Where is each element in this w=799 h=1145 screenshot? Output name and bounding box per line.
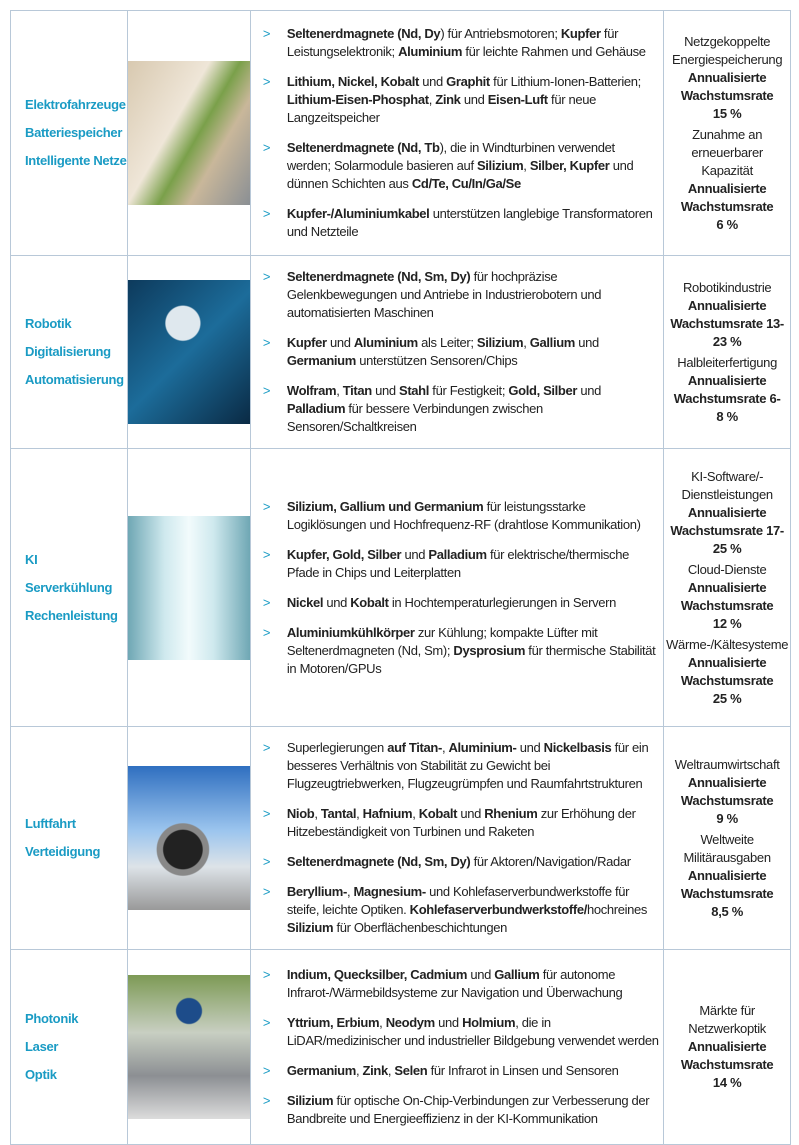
image-cell (127, 449, 250, 727)
bullet-text: , (346, 884, 354, 899)
sector-label: Photonik (25, 1011, 79, 1026)
sector-label: Verteidigung (25, 844, 101, 859)
market-value: 14 % (712, 1075, 742, 1090)
market-name: KI-Software/-Dienstleistungen (681, 468, 773, 502)
bullet-text: Palladium (286, 401, 346, 416)
bullet-text: für bessere Verbindungen zwischen Sensoren/Schaltkreisen (286, 401, 543, 434)
bullet-text: Aluminium (398, 44, 463, 59)
material-bullet (287, 805, 659, 841)
market-label: Annualisierte Wachstumsrate (680, 69, 774, 103)
market-name: Märkte für Netzwerkoptik (688, 1003, 767, 1036)
bullet-text: Stahl (399, 383, 430, 398)
market-label: Annualisierte Wachstumsrate (680, 1039, 774, 1072)
market-stat (664, 756, 790, 828)
bullet-text: Aluminiumkühlkörper (286, 624, 415, 640)
image-cell (127, 256, 250, 449)
market-stat (664, 468, 790, 558)
bullet-text: Gallium (494, 967, 540, 982)
sector-label: Serverkühlung (25, 579, 113, 595)
bullet-text: hochreines (586, 902, 648, 917)
material-bullet (287, 139, 659, 193)
material-bullet (287, 739, 659, 793)
materials-cell (250, 11, 663, 256)
bullet-text: Lithium-Eisen-Phosphat (286, 92, 429, 107)
bullet-text: Cd/Te, Cu/In/Ga/Se (411, 176, 521, 191)
sector-label: Intelligente Netze (25, 153, 127, 168)
market-stat (664, 279, 790, 351)
bullet-text: Selen (394, 1063, 428, 1078)
bullet-text: Zink (435, 92, 461, 107)
bullet-text: , (428, 92, 436, 107)
bullet-text: und (460, 92, 488, 107)
bullet-text: , (387, 1063, 395, 1078)
sector-label: Luftfahrt (25, 816, 76, 831)
bullet-text: Aluminium- (448, 740, 517, 755)
bullet-text: als Leiter; (417, 335, 477, 350)
bullet-text: für autonome Infrarot-/Wärmebildsysteme zur Navigation und Überwachung (286, 967, 623, 1000)
market-stat (664, 561, 790, 633)
material-bullet (287, 883, 659, 937)
bullet-text: Holmium (462, 1015, 516, 1030)
materials-cell (250, 727, 663, 950)
bullet-text: Kobalt (418, 806, 458, 821)
bullet-text: Silizium (476, 335, 524, 350)
bullet-text: unterstützen Sensoren/Chips (355, 353, 518, 368)
material-bullet (287, 594, 659, 612)
bullet-text: Indium, Quecksilber, Cadmium (286, 967, 468, 982)
bullet-text: für neue Langzeitspeicher (286, 92, 596, 125)
bullet-text: Silber, Kupfer (529, 158, 610, 173)
market-stat (664, 1002, 790, 1092)
material-bullet (287, 25, 659, 61)
market-name: Robotikindustrie (682, 279, 772, 295)
bullet-text: ) für Antriebsmotoren; (440, 26, 561, 41)
market-stat (664, 354, 790, 426)
market-name: Cloud-Dienste (687, 561, 767, 577)
bullet-text: und (401, 546, 429, 562)
market-label: Annualisierte Wachstumsrate 6- (673, 372, 781, 406)
bullet-text: Silizium, Gallium und Germanium (286, 498, 484, 514)
bullet-text: Tantal (320, 806, 357, 821)
bullet-text: Niob (286, 806, 315, 821)
market-name: Weltraumwirtschaft (674, 756, 780, 772)
market-stat (664, 831, 790, 921)
material-bullet (287, 1092, 659, 1128)
bullet-text: Seltenerdmagnete (Nd, Sm, Dy) (286, 269, 471, 284)
bullet-text: unterstützen langlebige Transformatoren und Netzteile (286, 206, 653, 239)
bullet-text: Kupfer, Gold, Silber (286, 546, 402, 562)
bullet-text: Kupfer (560, 26, 601, 41)
bullet-text: Kupfer (286, 335, 327, 350)
bullet-text: für Festigkeit; (429, 383, 509, 398)
bullet-text: für optische On-Chip-Verbindungen zur Verbesserung der Bandbreite und Energieeffizienz in der KI-Kommunikation (286, 1093, 650, 1126)
market-name: Zunahme an erneuerbarer Kapazität (691, 126, 763, 178)
sector-label: Laser (25, 1039, 59, 1054)
bullet-text: Neodym (385, 1015, 435, 1030)
bullet-text: Rhenium (484, 806, 538, 821)
bullet-text: Beryllium- (286, 884, 347, 899)
table-row (11, 256, 791, 449)
bullet-text: Seltenerdmagnete (Nd, Sm, Dy) (286, 854, 471, 869)
market-stat (664, 636, 790, 708)
bullet-text: Nickelbasis (543, 740, 612, 755)
material-bullet (287, 498, 659, 534)
bullet-text: und (457, 806, 485, 821)
market-value: 8 % (716, 408, 738, 424)
table-row (11, 449, 791, 727)
market-label: Annualisierte Wachstumsrate (680, 654, 774, 688)
sector-label: Elektrofahrzeuge (25, 97, 126, 112)
market-stat (664, 126, 790, 234)
market-cell (664, 449, 791, 727)
bullet-text: , die in LiDAR/medizinischer und industrieller Bildgebung verwendet werden (286, 1015, 659, 1048)
bullet-text: Magnesium- (353, 884, 426, 899)
bullet-text: und (434, 1015, 463, 1030)
bullet-text: für Infrarot in Linsen und Sensoren (427, 1063, 619, 1078)
bullet-text: Seltenerdmagnete (Nd, Dy (286, 26, 441, 41)
market-label: Annualisierte Wachstumsrate (680, 579, 774, 613)
bullet-text: Germanium (286, 1063, 356, 1078)
market-name: Netzgekoppelte Energiespeicherung (672, 33, 783, 67)
bullet-text: zur Kühlung; kompakte Lüfter mit Seltenerdmagneten (Nd, Sm); (286, 624, 598, 658)
bullet-text: für Oberflächenbeschichtungen (333, 920, 508, 935)
bullet-text: für leistungsstarke Logiklösungen und Hochfrequenz-RF (drahtlose Kommunikation) (286, 498, 641, 532)
bullet-text: Kupfer-/Aluminiumkabel (286, 206, 430, 221)
bullet-text: Superlegierungen (286, 740, 388, 755)
market-value: 25 % (712, 690, 742, 706)
lidar-sensor-image (128, 975, 250, 1119)
jet-engine-image (128, 766, 250, 910)
bullet-text: für thermische Stabilität in Motoren/GPUs (286, 642, 656, 676)
bullet-text: Gold, Silber (508, 383, 578, 398)
bullet-text: Graphit (446, 74, 490, 89)
bullet-text: , (356, 806, 363, 821)
bullet-text: , (441, 740, 449, 755)
bullet-text: Titan (342, 383, 372, 398)
market-value: 15 % (712, 105, 742, 121)
sector-label: Rechenleistung (25, 607, 118, 623)
sector-cell (11, 449, 128, 727)
market-value: 6 % (716, 216, 738, 232)
material-bullet (287, 334, 659, 370)
bullet-text: für Aktoren/Navigation/Radar (470, 854, 631, 869)
bullet-text: auf Titan- (387, 740, 442, 755)
material-bullet (287, 624, 659, 678)
market-stat (664, 33, 790, 123)
bullet-text: Silizium (286, 920, 334, 935)
bullet-text: Eisen-Luft (487, 92, 548, 107)
bullet-text: Palladium (428, 546, 487, 562)
bullet-text: und Kohlefaserverbundwerkstoffe für steife, leichte Optiken. (286, 884, 630, 917)
sector-label: Digitalisierung (25, 344, 111, 359)
market-name: Halbleiterfertigung (677, 354, 778, 370)
market-label: Annualisierte Wachstumsrate (680, 867, 774, 901)
bullet-text: Wolfram (286, 383, 337, 398)
bullet-text: , (379, 1015, 386, 1030)
bullet-text: Lithium, Nickel, Kobalt (286, 74, 419, 89)
bullet-text: und dünnen Schichten aus (286, 158, 634, 191)
bullet-text: Zink (362, 1063, 388, 1078)
bullet-text: und (467, 967, 495, 982)
bullet-text: Silizium (286, 1093, 334, 1108)
bullet-text: zur Erhöhung der Hitzebeständigkeit von Turbinen und Raketen (286, 806, 636, 839)
materials-cell (250, 256, 663, 449)
image-cell (127, 950, 250, 1145)
bullet-text: für Leistungselektronik; (286, 26, 619, 59)
sector-cell (11, 11, 128, 256)
market-value: 23 % (712, 333, 742, 349)
market-cell (664, 11, 791, 256)
bullet-text: und (418, 74, 447, 89)
materials-cell (250, 449, 663, 727)
sector-label: Batteriespeicher (25, 125, 123, 140)
bullet-text: Kohlefaserverbundwerkstoffe/ (409, 902, 587, 917)
bullet-text: Nickel (286, 594, 324, 610)
bullet-text: für Lithium-Ionen-Batterien; (489, 74, 641, 89)
bullet-text: , (355, 1063, 363, 1078)
sector-label: KI (25, 551, 38, 567)
bullet-text: ), die in Windturbinen verwendet werden; Solarmodule basieren auf (286, 140, 615, 173)
bullet-text: Aluminium (353, 335, 418, 350)
bullet-text: für elektrische/thermische Pfade in Chips und Leiterplatten (286, 546, 629, 580)
image-cell (127, 11, 250, 256)
material-bullet (287, 1062, 659, 1080)
bullet-text: und (371, 383, 399, 398)
bullet-text: , (314, 806, 321, 821)
material-bullet (287, 268, 659, 322)
bullet-text: , (412, 806, 419, 821)
material-bullet (287, 205, 659, 241)
market-value: 9 % (716, 810, 738, 826)
sector-cell (11, 950, 128, 1145)
ev-charger-image (128, 61, 250, 205)
bullet-text: in Hochtemperaturlegierungen in Servern (388, 594, 616, 610)
table-row (11, 11, 791, 256)
bullet-text: für leichte Rahmen und Gehäuse (462, 44, 646, 59)
bullet-text: und (575, 335, 599, 350)
market-cell (664, 256, 791, 449)
bullet-text: für hochpräzise Gelenkbewegungen und Antriebe in Industrierobotern und automatisierten Maschinen (286, 269, 602, 320)
material-bullet (287, 853, 659, 871)
material-bullet (287, 1014, 659, 1050)
sector-label: Automatisierung (25, 372, 124, 387)
materials-cell (250, 950, 663, 1145)
sector-cell (11, 727, 128, 950)
material-bullet (287, 73, 659, 127)
bullet-text: Gallium (529, 335, 576, 350)
bullet-text: , (523, 335, 530, 350)
bullet-text: Germanium (286, 353, 356, 368)
market-label: Annualisierte Wachstumsrate (680, 774, 774, 808)
table-row (11, 727, 791, 950)
market-label: Annualisierte Wachstumsrate 17- (670, 504, 784, 538)
bullet-text: und (323, 594, 351, 610)
material-bullet (287, 966, 659, 1002)
bullet-text: Seltenerdmagnete (Nd, Tb (286, 140, 440, 155)
materials-table (10, 10, 791, 1145)
image-cell (127, 727, 250, 950)
bullet-text: Kobalt (350, 594, 389, 610)
sector-cell (11, 256, 128, 449)
bullet-text: Silizium (476, 158, 524, 173)
bullet-text: , (336, 383, 343, 398)
bullet-text: Hafnium (362, 806, 413, 821)
material-bullet (287, 546, 659, 582)
market-value: 8,5 % (711, 903, 744, 919)
sector-label: Robotik (25, 316, 72, 331)
market-value: 25 % (712, 540, 742, 556)
market-label: Annualisierte Wachstumsrate 13- (670, 297, 784, 331)
market-label: Annualisierte Wachstumsrate (680, 180, 774, 214)
bullet-text: und (577, 383, 602, 398)
robot-image (128, 280, 250, 424)
bullet-text: Yttrium, Erbium (286, 1015, 380, 1030)
bullet-text: und (516, 740, 544, 755)
table-row (11, 950, 791, 1145)
bullet-text: Dysprosium (453, 642, 526, 658)
bullet-text: und (326, 335, 354, 350)
market-cell (664, 727, 791, 950)
market-value: 12 % (712, 615, 742, 631)
market-name: Weltweite Militärausgaben (683, 831, 771, 865)
material-bullet (287, 382, 659, 436)
bullet-text: für ein besseres Verhältnis von Stabilität zu Gewicht bei Flugzeugtriebwerken, Flugzeugrümpfen und Raumfahrtstrukturen (286, 740, 649, 791)
market-name: Wärme-/Kältesysteme (666, 636, 789, 652)
sector-label: Optik (25, 1067, 57, 1082)
server-room-image (128, 516, 250, 660)
market-cell (664, 950, 791, 1145)
bullet-text: , (523, 158, 530, 173)
